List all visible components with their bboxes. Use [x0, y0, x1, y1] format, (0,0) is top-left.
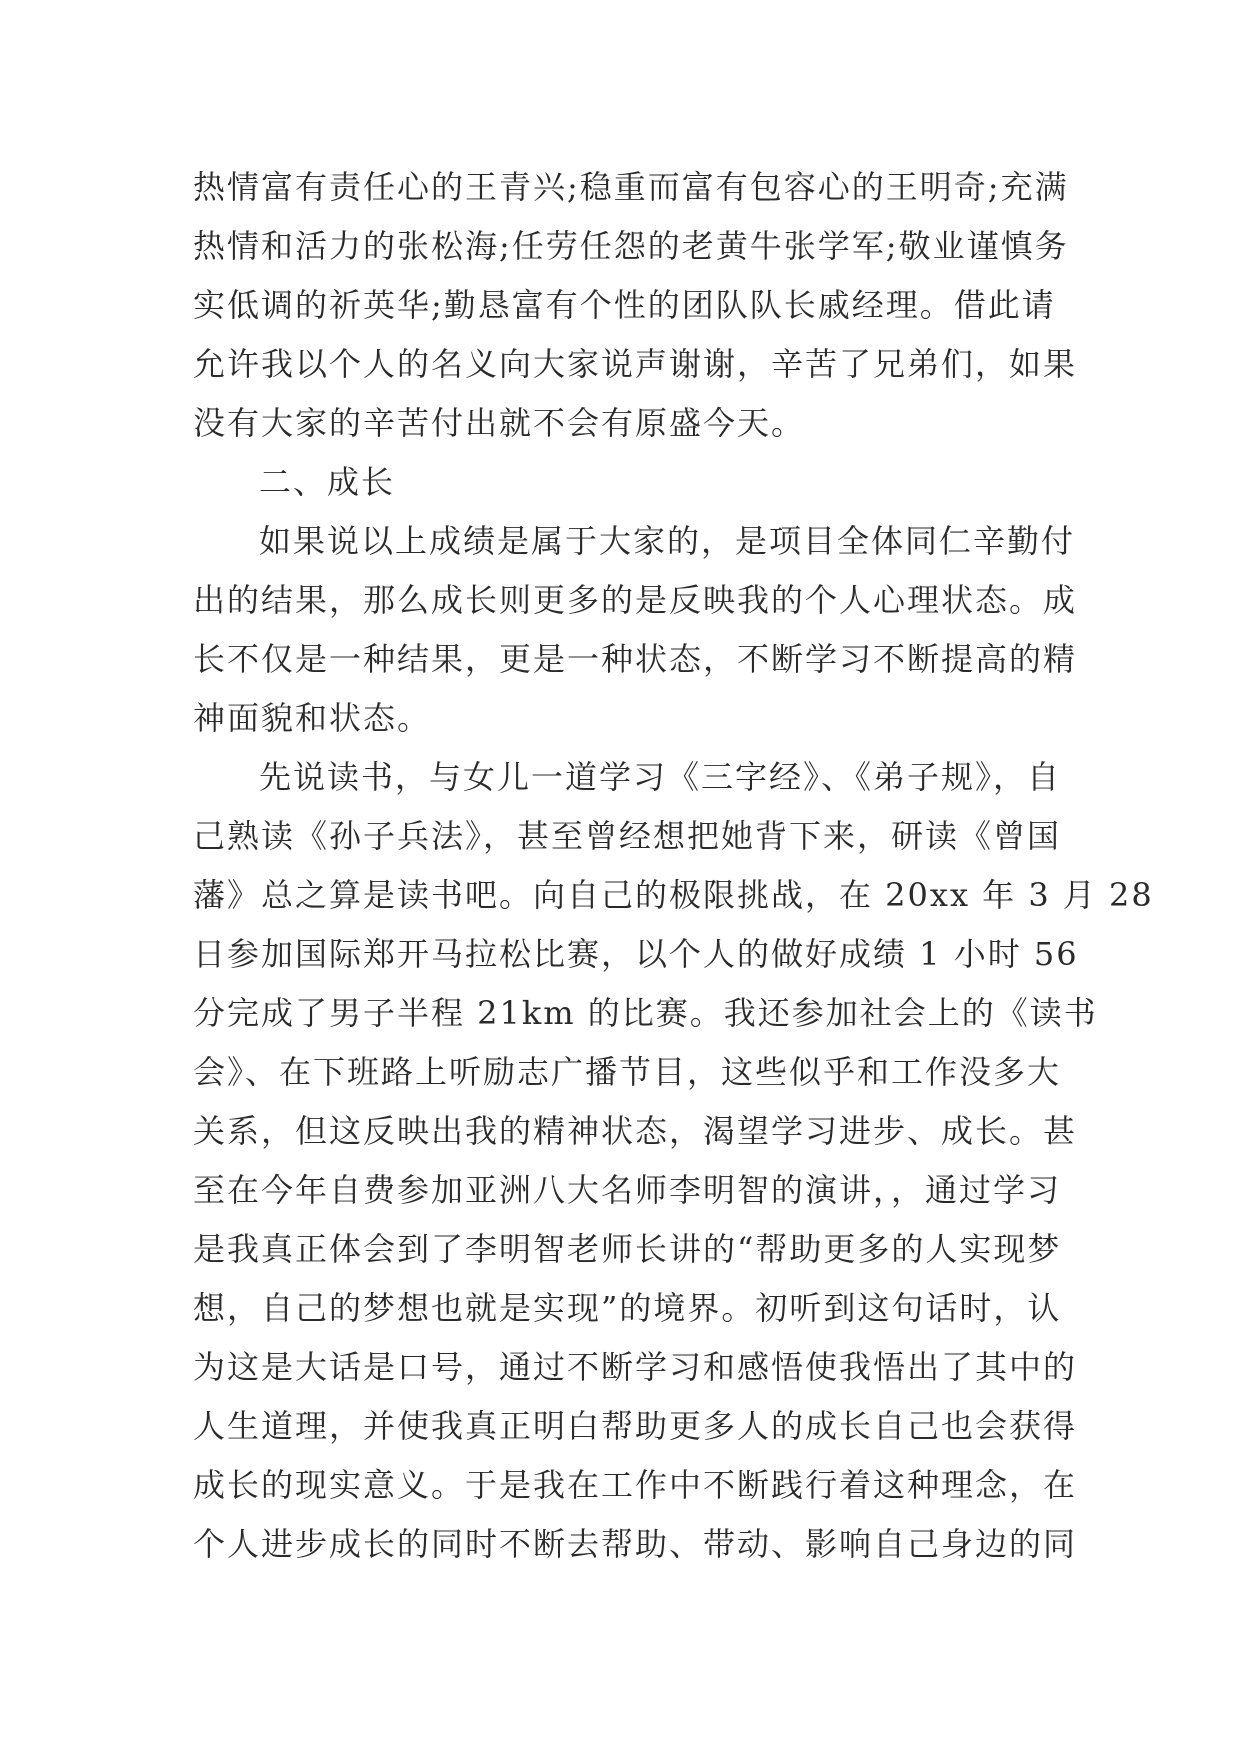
text-line: 允许我以个人的名义向大家说声谢谢，辛苦了兄弟们，如果: [193, 345, 1078, 383]
text-line: 个人进步成长的同时不断去帮助、带动、影响自己身边的同: [193, 1525, 1078, 1563]
section-heading: 二、成长: [259, 463, 396, 501]
text-line: 为这是大话是口号，通过不断学习和感悟使我悟出了其中的: [193, 1348, 1078, 1386]
text-line: 热情和活力的张松海;任劳任怨的老黄牛张学军;敬业谨慎务: [193, 227, 1069, 265]
text-line: 关系，但这反映出我的精神状态，渴望学习进步、成长。甚: [193, 1112, 1078, 1150]
text-line: 没有大家的辛苦付出就不会有原盛今天。: [193, 404, 806, 442]
text-line: 是我真正体会到了李明智老师长讲的“帮助更多的人实现梦: [193, 1230, 1062, 1268]
text-line: 如果说以上成绩是属于大家的，是项目全体同仁辛勤付: [259, 522, 1076, 560]
text-line: 出的结果，那么成长则更多的是反映我的个人心理状态。成: [193, 581, 1078, 619]
text-line: 长不仅是一种结果，更是一种状态，不断学习不断提高的精: [193, 640, 1078, 678]
text-line: 热情富有责任心的王青兴;稳重而富有包容心的王明奇;充满: [193, 168, 1069, 206]
text-line: 成长的现实意义。于是我在工作中不断践行着这种理念，在: [193, 1466, 1078, 1504]
text-line: 至在今年自费参加亚洲八大名师李明智的演讲，，通过学习: [193, 1171, 1062, 1209]
text-line: 己熟读《孙子兵法》，甚至曾经想把她背下来，研读《曾国: [193, 817, 1062, 855]
document-body: [193, 158, 1154, 1574]
text-line: 神面貌和状态。: [193, 699, 432, 737]
text-line: 想，自己的梦想也就是实现”的境界。初听到这句话时，认: [193, 1289, 1062, 1327]
text-line: 人生道理，并使我真正明白帮助更多人的成长自己也会获得: [193, 1407, 1078, 1445]
text-line: 会》、在下班路上听励志广播节目，这些似乎和工作没多大: [193, 1053, 1062, 1091]
text-line: 藩》总之算是读书吧。向自己的极限挑战，在 20xx 年 3 月 28: [193, 876, 1154, 914]
text-line: 分完成了男子半程 21km 的比赛。我还参加社会上的《读书: [193, 994, 1098, 1032]
text-line: 实低调的祈英华;勤恳富有个性的团队队长戚经理。借此请: [193, 286, 1056, 324]
text-line: 先说读书，与女儿一道学习《三字经》、《弟子规》，自: [259, 758, 1062, 796]
text-line: 日参加国际郑开马拉松比赛，以个人的做好成绩 1 小时 56: [193, 935, 1079, 973]
